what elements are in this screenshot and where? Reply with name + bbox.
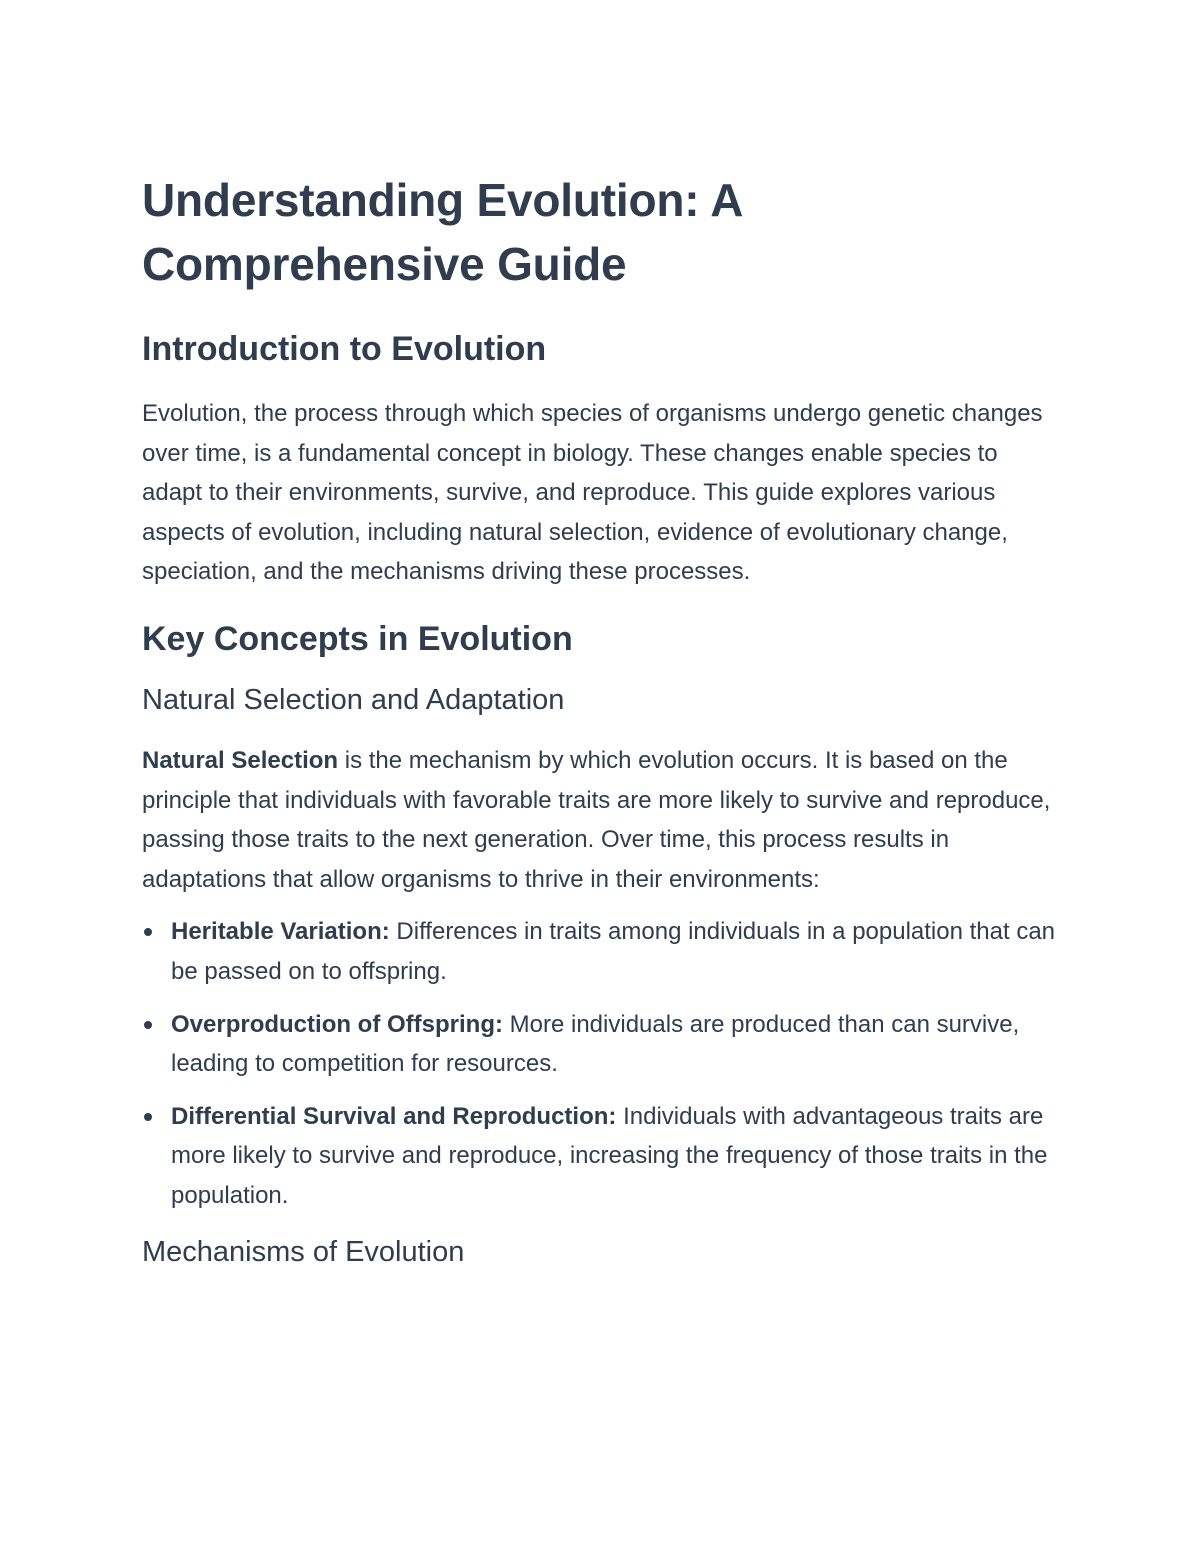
list-item-term: Differential Survival and Reproduction: [171,1102,617,1130]
intro-heading: Introduction to Evolution [142,330,547,368]
bullet-icon [144,1113,152,1121]
mechanisms-heading: Mechanisms of Evolution [142,1235,465,1268]
bullet-icon [144,928,152,936]
natural-selection-term: Natural Selection [142,746,339,774]
natural-selection-text: is the mechanism by which evolution occurs. It is based on the principle that individuals with favorable traits are more likely to survive and reproduce, passing those traits to the next generation. Over time, this process results in adaptations that allow organisms to thrive in their environments: [142,746,1051,893]
natural-selection-heading: Natural Selection and Adaptation [142,683,565,716]
list-item [142,912,1062,991]
list-item-term: Overproduction of Offspring: [171,1010,503,1038]
list-item [142,1005,1062,1084]
list-item-text: More individuals are produced than can survive, leading to competition for resources. [171,1010,1020,1078]
list-item [142,1097,1062,1216]
bullet-icon [144,1021,152,1029]
list-item-text: Individuals with advantageous traits are more likely to survive and reproduce, increasing the frequency of those traits in the population. [171,1102,1048,1209]
list-item-text: Differences in traits among individuals in a population that can be passed on to offspring. [171,918,1056,985]
natural-selection-paragraph [142,741,1062,899]
key-concepts-heading: Key Concepts in Evolution [142,619,573,658]
document-page [142,168,1062,1270]
document-title: Understanding Evolution: A Comprehensive Guide [142,174,742,290]
list-item-term: Heritable Variation: [171,918,390,946]
natural-selection-list [142,912,1062,1215]
intro-paragraph: Evolution, the process through which species of organisms undergo genetic changes over time, is a fundamental concept in biology. These changes enable species to adapt to their environments, survive, and reproduce. This guide explores various aspects of evolution, including natural selection, evidence of evolutionary change, speciation, and the mechanisms driving these processes. [142,400,1043,586]
